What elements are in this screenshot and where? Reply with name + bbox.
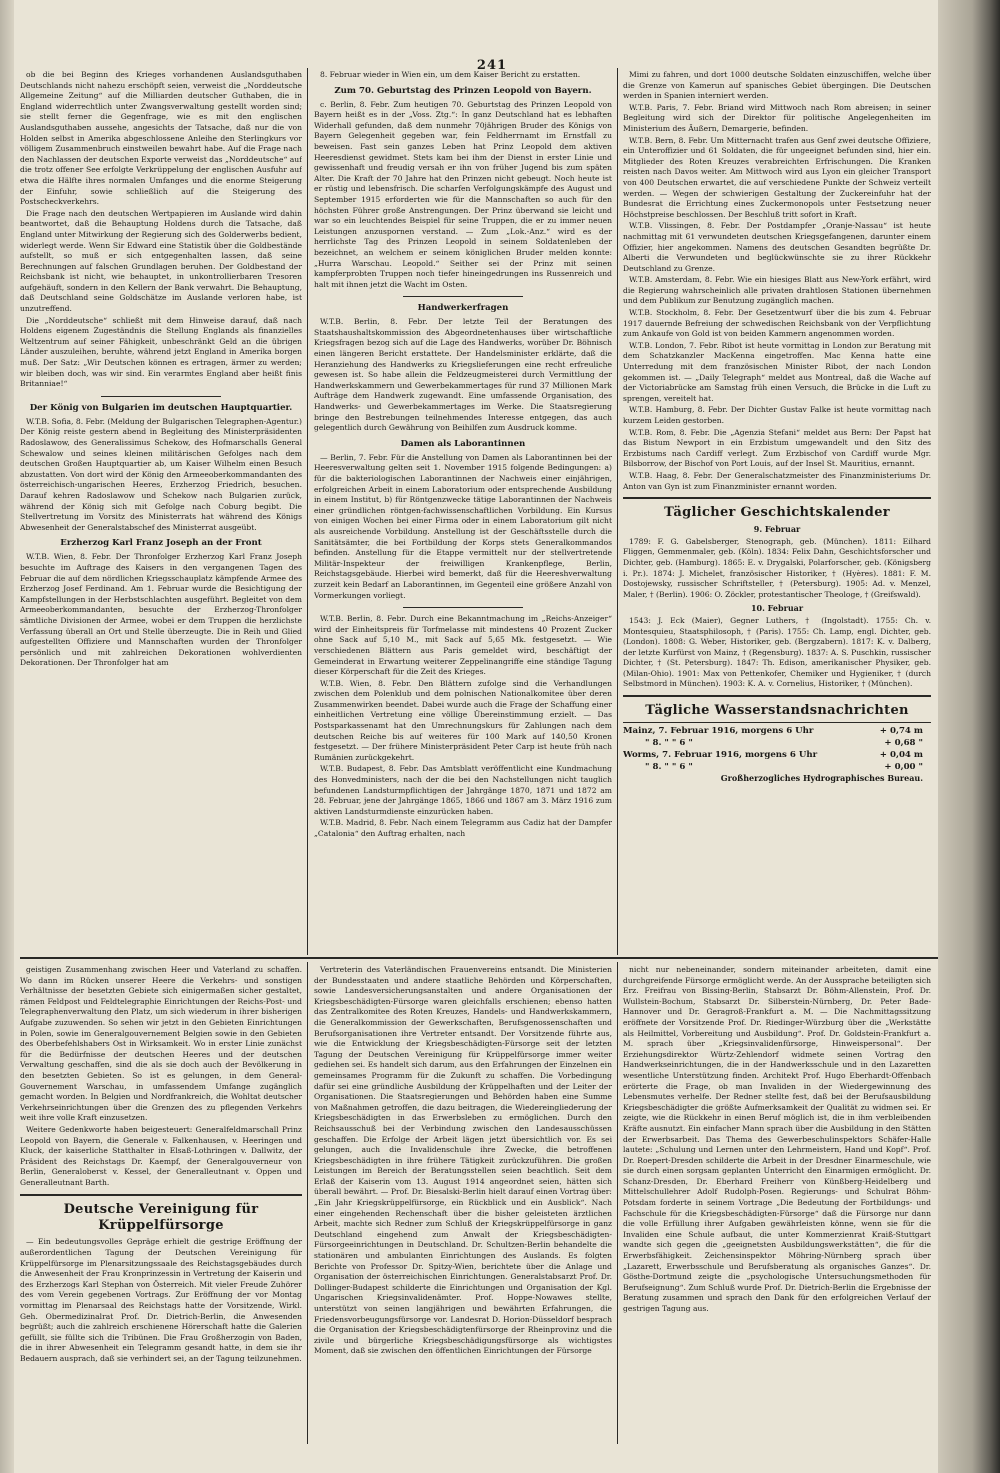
water-level-label: " 8. " " 6 " bbox=[645, 738, 693, 749]
article-text: W.T.B. Wien, 8. Febr. Der Thronfolger Erzherzog Karl Franz Joseph besuchte im Auftrage des Kaisers in den vergangenen Tagen des Februar die auf dem nördlichen Kriegsschauplatz kämpfende Armee des Erzherzog Josef Ferdinand. Am 1. Februar wurde die Besichtigung der Kampfstellungen in der Herbstschlachten ausgeführt. Begleitet von dem Armeeoberkommandanten, besuchte der Erzherzog-Thronfolger sämtliche Divisionen der Armee, wobei er dem Truppen die herzlichste Verfassung überall an Ort und Stelle überzeugte. Die in Reih und Glied aufgestellten Offiziere und Mannschaften wurden der Thronfolger persönlich und mit zahlreichen Dekorationen wohlverdienten Dekorationen. Der Thronfolger hat am bbox=[20, 552, 302, 668]
water-level-value: + 0,68 " bbox=[884, 738, 923, 749]
column-rule bbox=[307, 962, 308, 1444]
article-text: Die „Norddeutsche“ schließt mit dem Hinweise darauf, daß nach Holdens eigenem Zugeständnis die Stellung Englands als finanzielles Weltzentrum auf seiner Fähigkeit, unbeschränkt Geld an die übrigen Länder auszuleihen, beruhte, während jetzt England in Amerika borgen muß. Der Satz: „Wir Deutschen können es ertragen, ärmer zu werden; wir bleiben doch, was wir sind. Ein verarmtes England aber heißt finis Britanniae!“ bbox=[20, 315, 302, 389]
article-text: Vertreterin des Vaterländischen Frauenvereins entsandt. Die Ministerien der Bundesstaaten und andere staatliche Behörden und Körperschaften, sowie Landesversicherungsanstalten und andere Organisationen der Kriegsbeschädigten-Fürsorge waren gleichfalls erschienen; ebenso hatten das Zentralkomitee des Roten Kreuzes, Handels- und Handwerkskammern, die Generalkommission der Gewerkschaften, Berufsgenossenschaften und Berufsorganisationen ihre Vertreter entsandt. Der Vorsitzende führte aus, wie die Entwicklung der Kriegsbeschädigten-Fürsorge seit der letzten Tagung der Deutschen Vereinigung für Krüppelfürsorge immer weiter gediehen sei. Es handelt sich darum, aus den Erfahrungen der Einzelnen ein gemeinsames Programm für die Zukunft zu schaffen. Die Vorbedingung dafür sei eine gründliche Ausbildung der Krüppelhaften und der Leiter der Organisationen. Die Staatsregierungen und Behörden haben eine Summe von Maßnahmen getroffen, die dazu beitragen, die Wiedereingliederung der Kriegsbeschädigten in das Erwerbsleben zu ermöglichen. Durch den Reichsausschuß bei der Verbindung zwischen den Landesausschüssen geschaffen. Die Erfolge der Arbeit lägen jetzt übersichtlich vor. Es sei gelungen, auch die Invalidenschule ihre Zwecke, die betroffenen Kriegsbeschädigten in ihre frühere Tätigkeit zurückzuführen. Die großen Leistungen im Bereich der Beratungsstellen seien beachtlich. Seit dem Erlaß der Kaiserin vom 13. August 1914 angeordnet seien, hätten sich überall bewährt. — Prof. Dr. Biesalski-Berlin hielt darauf einen Vortrag über: „Ein Jahr Kriegskrüppelfürsorge, ein Rückblick und ein Ausblick“. Nach einer eingehenden Rechenschaft über die bisher geleisteten ärztlichen Arbeit, machte sich Redner zum Schluß der Kriegskrüppelfürsorge in ganz Deutschland eingehend zum Anwalt der Kriegsbeschädigten-Fürsorgeeinrichtungen in Deutschland. Dr. Schultzen-Berlin behandelte die stationären und ambulanten Einrichtungen des Auslands. Es folgten Berichte von Professor Dr. Spitzy-Wien, berichtete über die Anlage und Organisation der österreichischen Einrichtungen. Generalstabsarzt Prof. Dr. Dollinger-Budapest schilderte die Einrichtungen und Organisation der Kgl. Ungarischen Kriegsinvalidenämter. Prof. Hoppe-Nowawes stellte, unterstützt von seinen langjährigen und bewährten Erfahrungen, die Friedensvorbeugungsfürsorge vor. Landesrat D. Horion-Düsseldorf besprach die Organisation der Kriegsbeschädigtenfürsorge der Rheinprovinz und die zivile und bürgerliche Kriegsbeschädigungsfürsorge als wichtigstes Moment, daß sie zwischen den öffentlichen Einrichtungen der Fürsorge bbox=[314, 965, 612, 1356]
article-text: W.T.B. Madrid, 8. Febr. Nach einem Telegramm aus Cadiz hat der Dampfer „Catalonia“ den Auftrag erhalten, nach bbox=[314, 818, 612, 838]
water-level-source: Großherzogliches Hydrographisches Bureau. bbox=[720, 773, 923, 784]
headline-bulgaria: Der König von Bulgarien im deutschen Hauptquartier. bbox=[29, 402, 293, 413]
short-divider bbox=[403, 607, 523, 608]
water-level-value: + 0,00 " bbox=[884, 762, 923, 773]
water-level-row bbox=[623, 749, 931, 761]
column-rule bbox=[617, 962, 618, 1444]
article-text: W.T.B. Paris, 7. Febr. Briand wird Mittwoch nach Rom abreisen; in seiner Begleitung wird sich der Direktor für politische Angelegenheiten im Ministerium des Äußern, Demargerie, befinden. bbox=[623, 102, 931, 133]
short-divider bbox=[101, 396, 221, 397]
article-text: ob die bei Beginn des Krieges vorhandenen Auslandsguthaben Deutschlands nicht nahezu erschöpft seien, verweist die „Norddeutsche Allgemeine Zeitung“ auf die Milliarden deutscher Guthaben, die in England widerrechtlich unter Zwangsverwaltung gestellt worden sind; sie stellt ferner die Gegenfrage, wie es mit den englischen Auslandsguthaben aussehe, angesichts der Tatsache, daß nur die von Holden selbst in Amerika abgeschlossene Anleihe den Sterlingkurs vor völligem Zusammenbruch einstweilen bewahrt habe. Auf die Frage nach den Nachlassen der deutschen Exporte verweist das „Norddeutsche“ auf die trotz offener See erfolgte Verkrüppelung der englischen Ausfuhr auf etwa die Hälfte ihres normalen Umfanges und die enorme Steigerung der Einfuhr, sowie schließlich auf die Steigerung des Postscheckverkehrs. bbox=[20, 70, 302, 207]
section-divider bbox=[623, 497, 931, 499]
article-text: W.T.B. Hamburg, 8. Febr. Der Dichter Gustav Falke ist heute vormittag nach kurzem Leiden gestorben. bbox=[623, 405, 931, 425]
calendar-date: 9. Februar bbox=[753, 524, 801, 535]
headline-damen: Damen als Laborantinnen bbox=[400, 438, 526, 449]
article-text: W.T.B. Sofia, 8. Febr. (Meldung der Bulgarischen Telegraphen-Agentur.) Der König reiste gestern abend in Begleitung des Ministerpräsidenten Radoslawow, des Generalissimus Schekow, des Hofmarschalls General Schewalow und seines kleinen militärischen Gefolges nach dem deutschen Großen Hauptquartier ab, um Kaiser Wilhelm einen Besuch abzustatten. Von dort wird der König den Armeeoberkommandanten des österreichisch-ungarischen Heeres, Erzherzog Friedrich, besuchen. Darauf kehren Radoslawow und Schekow nach Bulgarien zurück, während der König sich mit Gefolge nach Coburg begibt. Die Stellvertretung im Vorsitz des Ministerrats hat während des Königs Abwesenheit der Generalstabschef des Ministerrat ausgeübt. bbox=[20, 416, 302, 532]
column-rule bbox=[617, 68, 618, 955]
calendar-entries: 1789: F. G. Gabelsberger, Stenograph, geb. (München). 1811: Eilhard Fliggen, Gemmenmaler, geb. (Köln). 1834: Felix Dahn, Geschichtsforscher und Dichter, geb. (Hamburg). 1865: E. v. Drygalski, Polarforscher, geb. (Königsberg i. Pr.). 1874: J. Michelet, französischer Historiker, † (Hyères). 1881: F. M. Dostojewsky, russischer Schriftsteller, † (Petersburg). 1905: Ad. v. Menzel, Maler, † (Berlin). 1906: O. Zöckler, protestantischer Theologe, † (Greifswald). bbox=[623, 536, 931, 599]
article-text: Die Frage nach den deutschen Wertpapieren im Auslande wird dahin beantwortet, daß die Behauptung Holdens durch die Tatsache, daß England unter Mitwirkung der Regierung sich des Golderwerbs bedient, widerlegt werde. Wenn Sir Edward eine Statistik über die Goldbestände aufstellt, so muß er sich entgegenhalten lassen, daß seine Berechnungen auf falschen Grundlagen beruhen. Der Goldbestand der Reichsbank ist nicht, wie behauptet, in unkontrollierbaren Tresoren aufgehäuft, sondern in den Kellern der Bank verwahrt. Die Behauptung, daß Deutschland seine Goldschätze im Auslande verloren habe, ist unzutreffend. bbox=[20, 208, 302, 314]
article-text: W.T.B. Berlin, 8. Febr. Der letzte Teil der Beratungen des Staatshaushaltskommission des Abgeordnetenhauses über wirtschaftliche Kriegsfragen bezog sich auf die Lage des Handwerks, worüber Dr. Böhnisch einen längeren Bericht erstattete. Der Handelsminister erklärte, daß die Heranziehung des Handwerks zu Kriegslieferungen eine recht erfreuliche gewesen ist. So habe allein die Feldzeugmeisterei durch Vermittlung der Handwerkskammern und Gewerbekammertages für rund 37 Millionen Mark Aufträge dem Handwerk zugewandt. Eine umfassende Organisation, des Handwerks- und Gewerbekammertages im Werke. Die Staatsregierung bringe den Bestrebungen teilnehmendes Interesse entgegen, das auch gelegentlich durch Gewährung von Beihilfen zum Ausdruck komme. bbox=[314, 317, 612, 433]
article-text: — Ein bedeutungsvolles Gepräge erhielt die gestrige Eröffnung der außerordentlichen Tagung der Deutschen Vereinigung für Krüppelfürsorge im Plenarsitzungssaale des Reichstagsgebäudes durch die Anwesenheit der Frau Kronprinzessin in Vertretung der Kaiserin und des Erzherzogs Karl Stephan von Österreich. Mit vieler Freude Zuhörer des vom Verein gegebenen Vortrags. Zur Eröffnung der vor Montag vormittag im Plenarsaal des Reichstags hatte der Vorsitzende, Wirkl. Geh. Obermedizinalrat Prof. Dr. Dietrich-Berlin, die Anwesenden begrüßt; auch die zahlreich erschienene Hörerschaft hatte die Galerien gefüllt, sie füllte sich die Tribünen. Die Frau Großherzogin von Baden, die in ihrer Abwesenheit ein Telegramm gesandt hatte, in dem sie ihr Bedauern ausprach, daß sie verhindert sei, an der Tagung teilzunehmen. bbox=[20, 1237, 302, 1363]
column-top-right bbox=[623, 70, 931, 954]
headline-karl: Erzherzog Karl Franz Joseph an der Front bbox=[60, 538, 262, 549]
water-level-label: " 8. " " 6 " bbox=[645, 762, 693, 773]
article-text: W.T.B. London, 7. Febr. Ribot ist heute vormittag in London zur Beratung mit dem Schatzkanzler MacKenna eingetroffen. Mac Kenna hatte eine Unterredung mit dem französischen Minister Ribot, der nach London gekommen ist. — „Daily Telegraph“ meldet aus Montreal, daß die Wache auf der Victoriabrücke am Samstag früh einen Versuch, die Brücke in die Luft zu sprengen, vereitelt hat. bbox=[623, 340, 931, 403]
article-text: W.T.B. Rom, 8. Febr. Die „Agenzia Stefani“ meldet aus Bern: Der Papst hat das Bistum Newport in ein Erzbistum umgewandelt und den Sitz des Erzbistums nach Cardiff verlegt. Zum Erzbischof von Cardiff wurde Mgr. Bilsborrow, der Bischof von Port Louis, auf der Insel St. Mauritius, ernannt. bbox=[623, 427, 931, 469]
page-number: 241 bbox=[476, 58, 508, 73]
article-text: W.T.B. Bern, 8. Febr. Um Mitternacht trafen aus Genf zwei deutsche Offiziere, ein Unteroffizier und 61 Soldaten, die für ungeeignet befunden sind, hier ein. Mitglieder des Roten Kreuzes verabreichten Erfrischungen. Die Kranken reisten nach Davos weiter. Am Mittwoch wird aus Lyon ein gleicher Transport von 400 Deutschen erwartet, die auf verschiedene Punkte der Schweiz verteilt werden. — Wegen der schwierigen Gestaltung der Zuckereinfuhr hat der Bundesrat die Errichtung eines Zuckermonopols unter Festsetzung neuer Höchstpreise beschlossen. Der Beschluß tritt sofort in Kraft. bbox=[623, 135, 931, 219]
water-level-value: + 0,74 m bbox=[879, 726, 923, 737]
headline-geschichtskalender: Täglicher Geschichtskalender bbox=[664, 505, 890, 521]
column-top-left bbox=[20, 70, 302, 954]
article-text: W.T.B. Berlin, 8. Febr. Durch eine Bekanntmachung im „Reichs-Anzeiger“ wird der Einheitspreis für Torfmelasse mit mindestens 40 Prozent Zucker ohne Sack auf 5,10 M., mit Sack auf 5,65 Mk. festgesetzt. — Wie verschiedenen Blättern aus Paris gemeldet wird, beschäftigt der Gemeinderat in Erwartung weiterer Zeppelinangriffe eine ständige Tagung dieser Körperschaft für die Zeit des Krieges. bbox=[314, 614, 612, 677]
headline-wasserstand: Tägliche Wasserstandsnachrichten bbox=[645, 703, 909, 719]
article-text: — Berlin, 7. Febr. Für die Anstellung von Damen als Laborantinnen bei der Heeresverwaltung gelten seit 1. November 1915 folgende Bedingungen: a) für die bakteriologischen Laborantinnen der Nachweis einer einjährigen, erfolgreichen Arbeit in einem Laboratorium oder entsprechende Ausbildung in einem Institut, b) für Röntgenzwecke tätige Laborantinnen der Nachweis einer gründlichen röntgen-fachwissenschaftlichen Vorbildung. Ein Kursus von einigen Wochen bei einer Firma oder in einem Laboratorium gilt nicht als ausreichende Vorbildung. Anstellung ist der Geschäftsstelle durch die Sanitätsämter, die bei Fortbildung der Korps stets Generalkommandos befinden. Anstellung für die Etappe vermittelt nur der stellvertretende Militär-Inspekteur der freiwilligen Krankenpflege, Berlin, Reichstagsgebäude. Hierbei wird bemerkt, daß für die Heereshverwaltung zurzeit kein Bedarf an Laborantinnen, im Gegenteil eine größere Anzahl von Vormerkungen vorliegt. bbox=[314, 452, 612, 600]
article-text: W.T.B. Stockholm, 8. Febr. Der Gesetzentwurf über die bis zum 4. Februar 1917 dauernde Befreiung der schwedischen Reichsbank von der Verpflichtung zum Ankaufe von Gold ist von beiden Kammern angenommen worden. bbox=[623, 308, 931, 339]
short-divider bbox=[403, 296, 523, 297]
water-level-row bbox=[623, 761, 931, 773]
column-top-middle bbox=[314, 70, 612, 954]
article-text: W.T.B. Amsterdam, 8. Febr. Wie ein hiesiges Blatt aus New-York erfährt, wird die Regierung wahrscheinlich alle privaten drahtlosen Stationen übernehmen und dem Publikum zur Benutzung zugänglich machen. bbox=[623, 275, 931, 306]
article-text: Weitere Gedenkworte haben beigesteuert: Generalfeldmarschall Prinz Leopold von Bayern, die Generale v. Falkenhausen, v. Heeringen und Kluck, der kaiserliche Statthalter in Elsaß-Lothringen v. Dallwitz, der Präsident des Reichstags Dr. Kaempf, der Generalgouverneur von Berlin, Generaloberst v. Kessel, der Generalleutnant v. Oppen und Generalleutnant Barth. bbox=[20, 1124, 302, 1187]
article-text: W.T.B. Budapest, 8. Febr. Das Amtsblatt veröffentlicht eine Kundmachung des Honvedministers, nach der die bei den Nachstellungen nicht tauglich befundenen Landsturmpflichtigen der Jahrgänge 1870, 1871 und 1872 am 28. Februar, jene der Jahrgänge 1865, 1866 und 1867 am 3. März 1916 zum aktiven Landsturmdienste einzurücken haben. bbox=[314, 764, 612, 816]
scan-edge-right bbox=[938, 0, 1000, 1473]
headline-handwerk: Handwerkerfragen bbox=[417, 303, 509, 314]
headline-leopold: Zum 70. Geburtstag des Prinzen Leopold von Bayern. bbox=[334, 85, 592, 96]
article-text: nicht nur nebeneinander, sondern miteinander arbeiteten, damit eine durchgreifende Fürsorge ermöglicht werde. An der Aussprache beteiligten sich Erz. Freifrau von Bissing-Berlin, Stabsarzt Dr. Böhm-Allenstein, Prof. Dr. Wullstein-Bochum, Stabsarzt Dr. Silberstein-Nürnberg, Dr. Peter Bade-Hannover und Dr. Geragroß-Frankfurt a. M. — Die Nachmittagssitzung eröffnete der Vorsitzende Prof. Dr. Riedinger-Würzburg über die „Werkstätte als Heilmittel, Vorbereitung und Ausbildung“. Prof. Dr. Goldstein-Frankfurt a. M. sprach über „Kriegsinvalidenfürsorge, Hinweispersonal“. Der Erziehungsdirektor Würtz-Zehlendorf widmete seinen Vortrag den Handwerkseinrichtungen, die in der Handwerksschule und in den Lazaretten wesentliche Unterstützung finden. Architekt Prof. Hugo Eberhardt-Offenbach erörterte die Frage, ob man Invaliden in der Wiedergewinnung des Lebensmutes verhelfe. Der Redner stellte fest, daß bei der Berufsausbildung Kriegsbeschädigter die größte Aufmerksamkeit der Qualität zu widmen sei. Er zeigte, wie die Rückkehr in einen Beruf möglich ist, die in ihm verbleibenden Kräfte ausnutzt. Ein einfacher Mann sprach über die Ausbildung in den Stätten der Erwerbsarbeit. Das Thema des Gewerbeschulinspektors Schäfer-Halle lautete: „Schulung und Lernen unter den Lehrmeistern, Hand und Kopf“. Prof. Dr. Roepert-Dresden schilderte die Arbeit in der Dresdner Einarmeschule, wie sie durch einen sorgsam geplanten Unterricht den Einarmigen ermöglicht. Dr. Schanz-Dresden, Dr. Eberhard Freiherr von Künßberg-Heidelberg und Mittelschullehrer Adolf Rudolph-Posen. Regierungs- und Schulrat Böhm-Potsdam forderte in seinem Vortrage „Die Bedeutung der Fortbildungs- und Fachschule für die Kriegsbeschädigten-Fürsorge“ daß die Fürsorge nur dann die volle Erfüllung ihrer Aufgaben gewährleisten könne, wenn sie für die Invaliden eine Schule aufbaut, die unter Kommerzienrat Kraiß-Stuttgart wandte sich gegen die „geeignetsten Ausbildungswerkstätten“, die für die Erwerbsfähigkeit. Zeichensinspektor Möhring-Nürnberg sprach über „Lazarett, Erwerbsschule und Berufsberatung als organisches Ganzes“. Dr. Gösthe-Dortmund zeigte die „psychologische Untersuchungsmethoden für Berufseignung“. Zum Schluß wurde Prof. Dr. Dietrich-Berlin die Ergebnisse der Beratung zusammen und sprach den Dank für den erfolgreichen Verlauf der gestrigen Tagung aus. bbox=[623, 965, 931, 1313]
water-level-label: Worms, 7. Februar 1916, morgens 6 Uhr bbox=[623, 750, 818, 761]
article-text: W.T.B. Vlissingen, 8. Febr. Der Postdampfer „Oranje-Nassau“ ist heute nachmittag mit 61 verwundeten deutschen Kriegsgefangenen, darunter einem Offizier, hier angekommen. Namens des deutschen Gesandten begrüßte Dr. Alberti die Verwundeten und beglückwünschte sie zu ihrer Rückkehr Deutschland zu Grenze. bbox=[623, 221, 931, 273]
article-text: 8. Februar wieder in Wien ein, um dem Kaiser Bericht zu erstatten. bbox=[320, 70, 581, 79]
scan-edge-left bbox=[0, 0, 14, 1473]
headline-kruppelfursorge: Deutsche Vereinigung für Krüppelfürsorge bbox=[63, 1202, 259, 1234]
column-bottom-left bbox=[20, 965, 302, 1443]
section-divider bbox=[20, 1194, 302, 1196]
water-level-label: Mainz, 7. Februar 1916, morgens 6 Uhr bbox=[623, 726, 814, 737]
article-text: geistigen Zusammenhang zwischen Heer und Vaterland zu schaffen. Wo dann im Rücken unserer Heere die Verkehrs- und sonstigen Verhältnisse der besetzten Gebiete sich einigermaßen sicher gestaltet, rämen Feldpost und Feldtelegraphie Einrichtungen der Reichs-Post- und Telegraphenverwaltung den Platz, um sich wiederum in ihrer bisherigen Aufgabe zuzuwenden. So sehen wir jetzt in den Gebieten Einrichtungen in Polen, sowie im Generalgouvernement Belgien sowie in den Gebieten des Oberbefehlshabers Ost in Wirksamkeit. Wo in erster Linie zunächst für die Bedürfnisse der deutschen Heeres und der deutschen Verwaltung geschaffen, sind die als sie doch auch der Bevölkerung in den besetzten Gebieten. So ist es gelungen, in dem General-Gouvernement Warschau, in umfassendem Umfange zugänglich gemacht worden. In Belgien und Nordfrankreich, die Wohltat deutscher Verkehrseinrichtungen über die Grenzen des zu pflegenden Verkehrs weit ihre volle Kraft einzusetzen. bbox=[20, 965, 302, 1123]
water-level-row bbox=[623, 725, 931, 737]
article-text: W.T.B. Haag, 8. Febr. Der Generalschatzmeister des Finanzministeriums Dr. Anton van Gyn ist zum Finanzminister ernannt worden. bbox=[623, 470, 931, 491]
column-rule bbox=[307, 68, 308, 955]
water-level-value: + 0,04 m bbox=[879, 750, 923, 761]
calendar-entries: 1543: J. Eck (Maier), Gegner Luthers, † (Ingolstadt). 1755: Ch. v. Montesquieu, Staatsphilosoph, † (Paris). 1755: Ch. Lamp, engl. Dichter, geb. (London). 1808: G. Weber, Historiker, geb. (Bergzabern). 1817: K. v. Dalberg, der letzte Kurfürst von Mainz, † (Regensburg). 1837: A. S. Puschkin, russischer Dichter, † (St. Petersburg). 1847: Th. Edison, amerikanischer Physiker, geb. (Milan-Ohio). 1901: Max von Pettenkofer, Chemiker und Hygieniker, † (durch Selbstmord in München). 1903: K. A. v. Cornelius, Historiker, † (München). bbox=[623, 615, 931, 689]
section-divider bbox=[20, 957, 938, 959]
article-text: W.T.B. Wien, 8. Febr. Den Blättern zufolge sind die Verhandlungen zwischen dem Polenklub und dem polnischen Nationalkomitee über deren Zusammenwirken beendet. Dabei wurde auch die Frage der Schaffung einer einheitlichen Vertretung eine völlige Übereinstimmung erzielt. — Das Postsparkassenamt hat den Umrechnungskurs für Zahlungen nach dem deutschen Reiche bis auf weiteres für 100 Mark auf 140,50 Kronen festgesetzt. — Der frühere Ministerpräsident Peter Carp ist heute früh nach Rumänien zurückgekehrt. bbox=[314, 678, 612, 762]
column-bottom-right bbox=[623, 965, 931, 1443]
article-text: Mimi zu fahren, und dort 1000 deutsche Soldaten einzuschiffen, welche über die Grenze von Kamerun auf spanisches Gebiet übergingen. Die Deutschen werden in Spanien interniert werden. bbox=[623, 70, 931, 101]
article-text: c. Berlin, 8. Febr. Zum heutigen 70. Geburtstag des Prinzen Leopold von Bayern heißt es in der „Voss. Ztg.“: In ganz Deutschland hat es lebhaften Widerhall gefunden, daß dem nunmehr 70jährigen Bruder des Königs von Bayern Gelegenheit gegeben war, fein Feldherrnamt im Ernstfall zu beweisen. Fast sein ganzes Leben hat Prinz Leopold dem aktiven Heeresdienst gewidmet. Stets kam bei ihm der Dienst in erster Linie und gewissenhaft und freudig versah er ihn von früher Jugend bis zum späten Alter. Die Kraft der 70 Jahre hat den Prinzen nicht gebeugt. Noch heute ist er rüstig und lebensfrisch. Die scharfen Verfolgungskämpfe des August und September 1915 erforderten wie für die Mannschaften so auch für den höchsten Führer große Anstrengungen. Der Prinz überwand sie leicht und war so ein leuchtendes Beispiel für seine Truppen, die er zu immer neuen Leistungen anzuspornen verstand. — Zum „Lok.-Anz.“ wird es der herrlichste Tag des Prinzen Leopold in seinem Soldatenleben der bezeichnet, an welchem er seinem königlichen Bruder melden konnte: „Hurra Warschau. Leopold.“ Seither sei der Prinz mit seinen kampferprobten Truppen noch tiefer hineingedrungen ins Russenreich und halt mit ihnen jetzt die Wacht im Osten. bbox=[314, 99, 612, 289]
water-level-row bbox=[623, 737, 931, 749]
calendar-date: 10. Februar bbox=[750, 603, 804, 614]
column-bottom-middle bbox=[314, 965, 612, 1443]
short-divider bbox=[623, 722, 931, 723]
section-divider bbox=[623, 695, 931, 697]
